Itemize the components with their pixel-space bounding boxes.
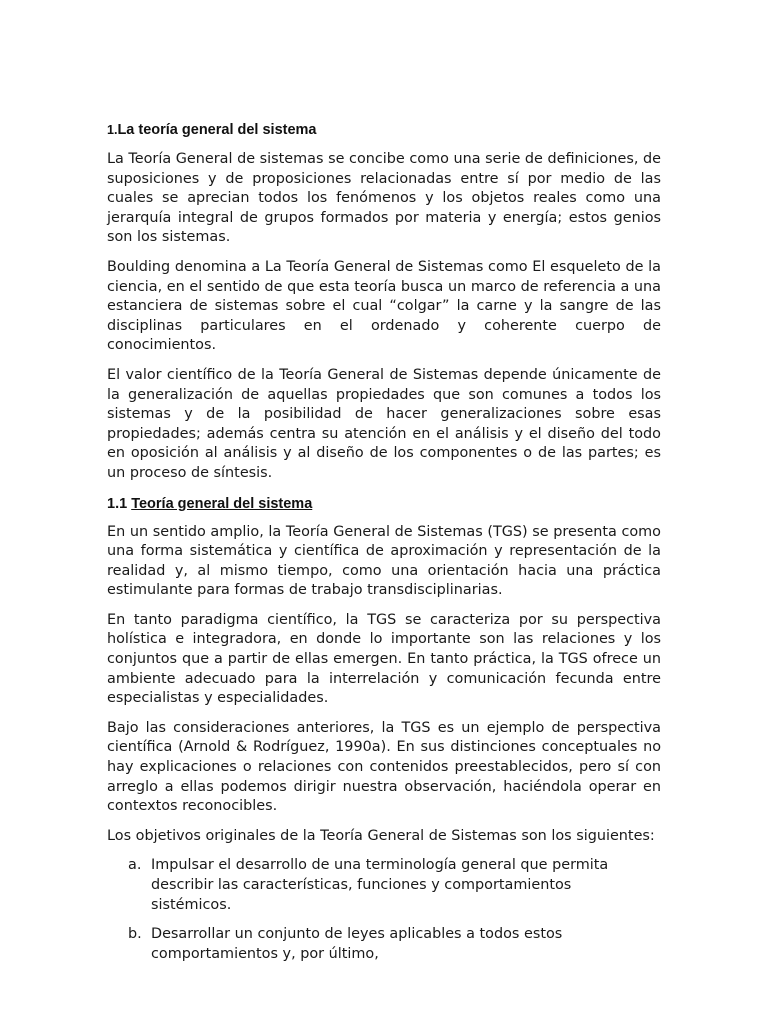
section-1-title: La teoría general del sistema (117, 122, 317, 138)
document-page (107, 120, 661, 974)
list-item (107, 925, 633, 964)
paragraph: En un sentido amplio, la Teoría General de Sistemas (TGS) se presenta como una forma sistemática y científica de aproximación y representación de la realidad y, al mismo tiempo, como una orientación hacia una práctica estimulante para formas de trabajo transdisciplinarias. (107, 523, 661, 599)
paragraph: Los objetivos originales de la Teoría General de Sistemas son los siguientes: (107, 827, 655, 844)
paragraph: El valor científico de la Teoría General de Sistemas depende únicamente de la generalización de aquellas propiedades que son comunes a todos los sistemas y de la posibilidad de hacer generalizaciones sobre esas propiedades; además centra su atención en el análisis y el diseño del todo en oposición al análisis y al diseño de los componentes o de las partes; es un proceso de síntesis. (107, 366, 661, 481)
paragraph: En tanto paradigma científico, la TGS se caracteriza por su perspectiva holística e integradora, en donde lo importante son las relaciones y los conjuntos que a partir de ellas emergen. En tanto práctica, la TGS ofrece un ambiente adecuado para la interrelación y comunicación fecunda entre especialistas y especialidades. (107, 611, 661, 707)
list-item-text: Desarrollar un conjunto de leyes aplicables a todos estos comportamientos y, por último, (151, 926, 563, 962)
section-1-1-number: 1.1 (107, 495, 128, 512)
objectives-list (107, 856, 661, 964)
section-1-1-heading (107, 494, 661, 514)
section-1-heading (107, 120, 661, 140)
paragraph: La Teoría General de sistemas se concibe como una serie de definiciones, de suposiciones y de proposiciones relacionadas entre sí por medio de las cuales se aprecian todos los fenómenos y los objetos reales como una jerarquía integral de grupos formados por materia y energía; estos genios son los sistemas. (107, 151, 661, 246)
paragraph: Bajo las consideraciones anteriores, la TGS es un ejemplo de perspectiva científica (Arnold & Rodríguez, 1990a). En sus distinciones conceptuales no hay explicaciones o relaciones con contenidos preestablecidos, pero sí con arreglo a ellas podemos dirigir nuestra observación, haciéndola operar en contextos reconocibles. (107, 719, 661, 815)
list-marker: b. (128, 926, 142, 943)
paragraph: Boulding denomina a La Teoría General de Sistemas como El esqueleto de la ciencia, en el sentido de que esta teoría busca un marco de referencia a una estanciera de sistemas sobre el cual “colgar” la carne y la sangre de las disciplinas particulares en el ordenado y coherente cuerpo de conocimientos. (107, 258, 661, 354)
list-marker: a. (128, 857, 142, 874)
list-item (107, 856, 633, 915)
list-item-text: Impulsar el desarrollo de una terminología general que permita describir las características, funciones y comportamientos sistémicos. (151, 857, 609, 913)
section-1-number: 1. (107, 123, 118, 137)
section-1-1-title: Teoría general del sistema (131, 495, 313, 512)
